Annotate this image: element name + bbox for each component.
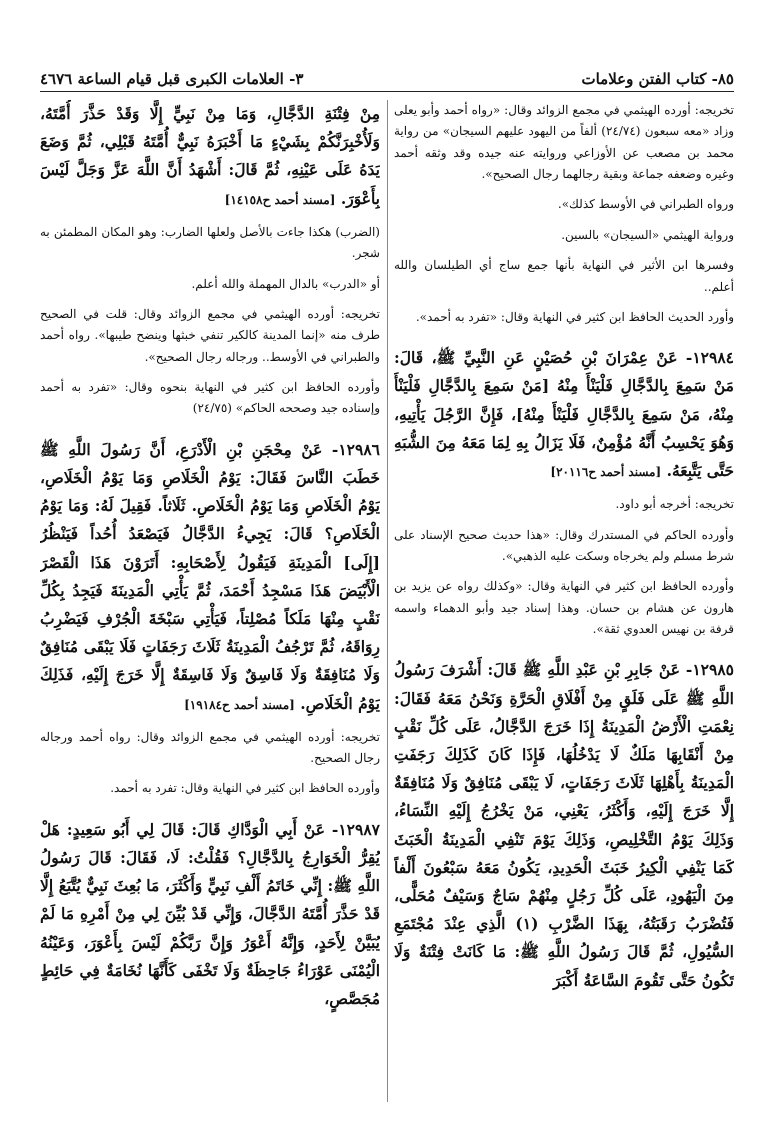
- paragraph-spacer: [40, 809, 380, 816]
- paragraph-text: ورواية الهيثمي «السيجان» بالسين.: [561, 227, 734, 242]
- hadith-paragraph: [394, 344, 734, 485]
- paragraph-text: تخريجه: أورده الهيثمي في مجمع الزوائد وقال: قلت في الصحيح طرف منه «إنما المدينة كالكير تنفي خبثها وينضح طيبها». رواه أحمد والطبراني في الأوسط.. ورجاله رجال الصحيح».: [40, 306, 380, 364]
- musnad-reference: [مسند أحمد ح١٩١٨٤]: [184, 697, 295, 712]
- hadith-paragraph: [40, 100, 380, 213]
- paragraph-text: وفسرها ابن الأثير في النهاية بأنها جمع ساج أي الطيلسان والله أعلم..: [394, 258, 734, 294]
- hadith-paragraph: [40, 816, 380, 1013]
- commentary-paragraph: [40, 778, 380, 799]
- paragraph-text: وأورد الحديث الحافظ ابن كثير في النهاية وقال: «تفرد به أحمد».: [415, 309, 734, 324]
- right-text-column: [394, 100, 734, 1126]
- page-header: [40, 62, 734, 92]
- musnad-reference: [مسند أحمد ح١٤١٥٨]: [224, 192, 336, 207]
- paragraph-text: ١٢٩٨٤- عَنْ عِمْرَانَ بْنِ حُصَيْنٍ عَنِ النَّبِيِّ ﷺ، قَالَ: مَنْ سَمِعَ بِالدَّجَّالِ فَلْيَنْأَ مِنْهُ [مَنْ سَمِعَ بِالدَّجَّالِ فَلْيَنْأَ مِنْهُ، مَنْ سَمِعَ بِالدَّجَّالِ فَلْيَنْأَ مِنْهُ]، فَإِنَّ الرَّجُلَ يَأْتِيهِ، وَهُوَ يَحْسِبُ أَنَّهُ مُؤْمِنٌ، فَلَا يَزَالُ بِهِ لِمَا مَعَهُ مِنَ الشُّبَهِ حَتَّى يَتَّبِعَهُ.: [394, 348, 734, 481]
- commentary-paragraph: [394, 194, 734, 215]
- commentary-paragraph: [394, 307, 734, 328]
- commentary-paragraph: [394, 525, 734, 568]
- paragraph-text: ورواه الطبراني في الأوسط كذلك».: [557, 197, 734, 212]
- commentary-paragraph: [394, 494, 734, 515]
- paragraph-text: تخريجه: أخرجه أبو داود.: [615, 497, 734, 512]
- paragraph-text: وأورده الحافظ ابن كثير في النهاية بنحوه وقال: «تفرد به أحمد وإسناده جيد وصححه الحاكم» (٢٤/٧٥): [40, 379, 380, 416]
- hadith-paragraph: [40, 436, 380, 718]
- paragraph-text: ١٢٩٨٦- عَنْ مِحْجَنِ بْنِ الْأَدْرَعِ، أَنَّ رَسُولَ اللَّهِ ﷺ خَطَبَ النَّاسَ فَقَالَ: يَوْمُ الْخَلَاصِ وَمَا يَوْمُ الْخَلَاصِ، يَوْمُ الْخَلَاصِ وَمَا يَوْمُ الْخَلَاصِ. ثَلَاثاً. فَقِيلَ لَهُ: وَمَا يَوْمُ الْخَلَاصِ؟ قَالَ: يَجِيءُ الدَّجَّالُ فَيَصْعَدُ أُحُداً فَيَنْظُرُ [إِلَى] الْمَدِينَةِ فَيَقُولُ لِأَصْحَابِهِ: أَتَرَوْنَ هَذَا الْقَصْرَ الْأَبْيَضَ هَذَا مَسْجِدُ أَحْمَدَ، ثُمَّ يَأْتِي الْمَدِينَةَ فَيَجِدُ بِكُلِّ نَقْبٍ مِنْهَا مَلَكاً مُصْلِتاً، فَيَأْتِي سَبْخَةَ الْجُرْفِ فَيَضْرِبُ رِوَاقَهُ، ثُمَّ تَرْجُفُ الْمَدِينَةُ ثَلَاثَ رَجَفَاتٍ فَلَا يَبْقَى مُنَافِقٌ وَلَا مُنَافِقَةٌ وَلَا فَاسِقٌ وَلَا فَاسِقَةٌ إِلَّا خَرَجَ إِلَيْهِ، فَذَلِكَ يَوْمُ الْخَلَاصِ.: [40, 439, 380, 713]
- musnad-reference: [مسند أحمد ح٢٠١١٦]: [550, 465, 662, 480]
- commentary-paragraph: [40, 274, 380, 295]
- column-divider: [387, 100, 388, 1102]
- paragraph-text: وأورده الحاكم في المستدرك وقال: «هذا حديث صحيح الإسناد على شرط مسلم ولم يخرجاه وسكت عليه الذهبي».: [394, 527, 734, 563]
- paragraph-text: مِنْ فِتْنَةِ الدَّجَّالِ، وَمَا مِنْ نَبِيٍّ إِلَّا وَقَدْ حَذَّرَ أُمَّتَهُ، وَلَأُخْبِرَنَّكُمْ بِشَيْءٍ مَا أَخْبَرَهُ نَبِيٌّ أُمَّتَهُ قَبْلِي، ثُمَّ وَضَعَ يَدَهُ عَلَى عَيْنِهِ، ثُمَّ قَالَ: أَشْهَدُ أَنَّ اللَّهَ عَزَّ وَجَلَّ لَيْسَ بِأَعْوَرَ.: [40, 104, 380, 208]
- hadith-paragraph: [394, 656, 734, 994]
- commentary-paragraph: [394, 255, 734, 298]
- header-chapter-title: ٨٥- كتاب الفتن وعلامات: [581, 70, 734, 88]
- commentary-paragraph: [40, 727, 380, 770]
- paragraph-spacer: [394, 649, 734, 656]
- left-text-column: [40, 100, 380, 1126]
- paragraph-spacer: [40, 429, 380, 436]
- paragraph-text: ١٢٩٨٥- عَنْ جَابِرِ بْنِ عَبْدِ اللَّهِ ﷺ قَالَ: أَشْرَفَ رَسُولُ اللَّهِ ﷺ عَلَى فَلَقٍ مِنْ أَفْلَاقِ الْحَرَّةِ وَنَحْنُ مَعَهُ فَقَالَ: نِعْمَتِ الْأَرْضُ الْمَدِينَةُ إِذَا خَرَجَ الدَّجَّالُ، عَلَى كُلِّ نَقْبٍ مِنْ أَنْقَابِهَا مَلَكٌ لَا يَدْخُلُهَا، فَإِذَا كَانَ كَذَلِكَ رَجَفَتِ الْمَدِينَةُ بِأَهْلِهَا ثَلَاثَ رَجَفَاتٍ، لَا يَبْقَى مُنَافِقٌ وَلَا مُنَافِقَةٌ إِلَّا خَرَجَ إِلَيْهِ، وَأَكْثَرُ، يَعْنِي، مَنْ يَخْرُجُ إِلَيْهِ النِّسَاءُ، وَذَلِكَ يَوْمُ التَّخْلِيصِ، وَذَلِكَ يَوْمَ تَنْفِي الْمَدِينَةُ الْخَبَثَ كَمَا يَنْفِي الْكِيرُ خَبَثَ الْحَدِيدِ، يَكُونُ مَعَهُ سَبْعُونَ أَلْفاً مِنَ الْيَهُودِ، عَلَى كُلِّ رَجُلٍ مِنْهُمْ سَاجٌ وَسَيْفٌ مُحَلًّى، فَتُضْرَبُ رَقَبَتُهُ، بِهَذَا الضَّرْبِ (١) الَّذِي عِنْدَ مُجْتَمَعِ السُّيُولِ، ثُمَّ قَالَ رَسُولُ اللَّهِ ﷺ: مَا كَانَتْ فِتْنَةٌ وَلَا تَكُونُ حَتَّى تَقُومَ السَّاعَةُ أَكْبَرَ: [394, 660, 734, 990]
- paragraph-text: تخريجه: أورده الهيثمي في مجمع الزوائد وقال: رواه أحمد ورجاله رجال الصحيح.: [40, 729, 380, 766]
- commentary-paragraph: [394, 225, 734, 246]
- commentary-paragraph: [394, 100, 734, 185]
- paragraph-text: (الضرب) هكذا جاءت بالأصل ولعلها الضارب: وهو المكان المطمئن به شجر.: [40, 224, 380, 261]
- paragraph-text: أو «الدرب» بالدال المهملة والله أعلم.: [191, 276, 380, 291]
- paragraph-spacer: [394, 337, 734, 344]
- paragraph-text: ١٢٩٨٧- عَنْ أَبِي الْوَدَّاكِ قَالَ: قَالَ لِي أَبُو سَعِيدٍ: هَلْ يُقِرُّ الْخَوَارِجُ بِالدَّجَّالِ؟ فَقُلْتُ: لَا، فَقَالَ: قَالَ رَسُولُ اللَّهِ ﷺ: إِنِّي خَاتَمُ أَلْفِ نَبِيٍّ وَأَكْثَرَ، مَا بُعِثَ نَبِيٌّ يُتَّبَعُ إِلَّا قَدْ حَذَّرَ أُمَّتَهُ الدَّجَّالَ، وَإِنِّي قَدْ بُيِّنَ لِي مِنْ أَمْرِهِ مَا لَمْ يُبَيَّنْ لِأَحَدٍ، وَإِنَّهُ أَعْوَرُ وَإِنَّ رَبَّكُمْ لَيْسَ بِأَعْوَرَ، وَعَيْنُهُ الْيُمْنَى عَوْرَاءُ جَاحِظَةٌ وَلَا تَخْفَى كَأَنَّهَا نُخَامَةٌ فِي حَائِطٍ مُجَصَّصٍ،: [40, 819, 380, 1009]
- commentary-paragraph: [40, 377, 380, 420]
- commentary-paragraph: [40, 304, 380, 368]
- commentary-paragraph: [394, 576, 734, 640]
- header-section-title: ٣- العلامات الكبرى قبل قيام الساعة ٤٦٧٦: [40, 70, 304, 88]
- paragraph-text: وأورده الحافظ ابن كثير في النهاية وقال: تفرد به أحمد.: [110, 781, 380, 796]
- paragraph-text: وأورده الحافظ ابن كثير في النهاية وقال: «وكذلك رواه عن يزيد بن هارون عن هشام بن حسان. وهذا إسناد جيد وأبو الدهماء واسمه قرفة بن نهيس العدوي ثقة».: [394, 579, 734, 637]
- commentary-paragraph: [40, 222, 380, 265]
- paragraph-text: تخريجه: أورده الهيثمي في مجمع الزوائد وقال: «رواه أحمد وأبو يعلى وزاد «معه سبعون (٢٤/٧٤) ألفاً من اليهود عليهم السيجان» من رواية محمد بن مصعب عن الأوزاعي وروايته عنه جيده وقد وثقه أحمد وغيره وضعفه جماعة وبقية رجالهما رجال الصحيح».: [394, 103, 734, 182]
